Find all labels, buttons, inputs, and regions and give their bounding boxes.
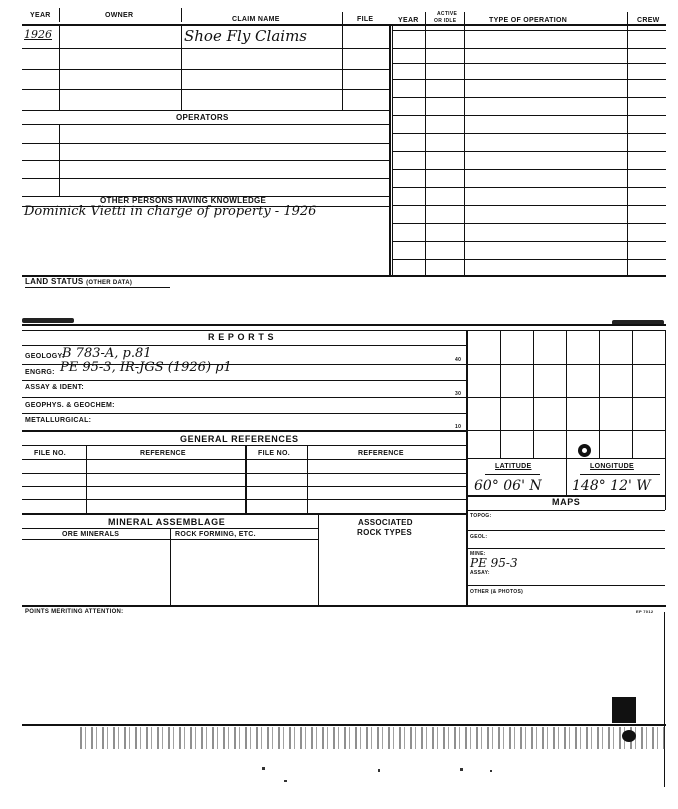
row-line [466, 585, 665, 586]
row-line [22, 499, 466, 500]
header-year: YEAR [30, 12, 51, 19]
card-top-rule-2 [22, 330, 666, 331]
geol-label: GEOL: [470, 534, 488, 540]
row-line [22, 124, 389, 125]
row-line [22, 413, 466, 414]
row-line [22, 48, 389, 49]
row-line [392, 151, 666, 152]
row-line [466, 510, 665, 511]
rule [580, 474, 660, 475]
maps-title: MAPS [552, 497, 581, 507]
form-code: EP 7012 [636, 609, 654, 614]
latitude-value: 60° 06' N [474, 478, 542, 494]
row-line [392, 187, 666, 188]
row-line [392, 48, 666, 49]
associated-rock-types-1: ASSOCIATED [358, 518, 413, 527]
row-line [466, 530, 665, 531]
header-or-idle: OR IDLE [434, 18, 457, 24]
grid-col [566, 330, 567, 458]
card-top-rule [22, 324, 666, 326]
scan-speck [262, 767, 265, 770]
row-line [22, 430, 466, 432]
points-meriting-attention-label: POINTS MERITING ATTENTION: [25, 609, 124, 615]
col-line [170, 528, 171, 606]
col-line [307, 445, 308, 513]
geology-value: B 783-A, p.81 [62, 346, 152, 361]
geophys-label: GEOPHYS. & GEOCHEM: [25, 402, 115, 409]
longitude-label: LONGITUDE [590, 463, 634, 470]
card-divider [466, 330, 468, 606]
grid-col [665, 330, 666, 510]
land-status-label [25, 277, 132, 286]
col-line [245, 445, 247, 513]
col-file-no-1: FILE NO. [34, 450, 66, 457]
col-line [566, 458, 567, 496]
col-line [627, 24, 628, 276]
location-marker-icon [578, 444, 591, 457]
scan-rule [22, 724, 666, 726]
associated-rock-types-2: ROCK TYPES [357, 528, 413, 537]
grid-col [632, 330, 633, 458]
mineral-assemblage-title: MINERAL ASSEMBLAGE [108, 517, 226, 527]
land-status-sub: (OTHER DATA) [86, 280, 133, 286]
rule [392, 30, 666, 31]
header-owner: OWNER [105, 12, 134, 19]
tick [342, 12, 343, 24]
col-reference-1: REFERENCE [140, 450, 186, 457]
row-line [392, 223, 666, 224]
row-line [22, 178, 389, 179]
assay-ident-label: ASSAY & IDENT: [25, 384, 85, 391]
grid-row [466, 364, 665, 365]
row-line [22, 459, 466, 460]
row-line [22, 513, 466, 515]
row-number: 10 [455, 424, 462, 430]
scan-speck [378, 769, 380, 772]
metallurgical-label: METALLURGICAL: [25, 417, 92, 424]
ore-minerals-label: ORE MINERALS [62, 531, 120, 538]
header-rule [22, 24, 666, 26]
land-status-underline [25, 287, 170, 288]
row-line [466, 548, 665, 549]
tick [59, 8, 60, 22]
edge-line [664, 612, 665, 787]
reports-title: R E P O R T S [208, 332, 275, 342]
grid-row [466, 397, 665, 398]
main-divider [389, 24, 391, 276]
row-line [392, 79, 666, 80]
col-line [86, 445, 87, 513]
other-persons-title: OTHER PERSONS HAVING KNOWLEDGE [100, 196, 267, 205]
row-line [22, 397, 466, 398]
scan-speck [490, 770, 492, 772]
main-divider-2 [392, 24, 393, 276]
row-line [392, 259, 666, 260]
scan-speck [460, 768, 463, 771]
row-line [22, 380, 466, 381]
row-line [392, 241, 666, 242]
row-number: 40 [455, 357, 462, 363]
row-line [392, 169, 666, 170]
land-status-title: LAND STATUS [25, 277, 84, 286]
mine-value: PE 95-3 [470, 556, 518, 570]
grid-col [599, 330, 600, 458]
engrg-value: PE 95-3, IR-JGS (1926) p1 [60, 360, 232, 375]
other-persons-value: Dominick Vietti in charge of property - 1926 [24, 204, 317, 219]
row-line [22, 110, 389, 111]
tick [464, 12, 465, 24]
header-active: ACTIVE [437, 11, 458, 17]
scan-mark [22, 318, 74, 323]
row-line [392, 133, 666, 134]
row-line [22, 160, 389, 161]
scan-block [612, 697, 636, 723]
col-reference-2: REFERENCE [358, 450, 404, 457]
entry-year: 1926 [24, 28, 52, 41]
assay-map-label: ASSAY: [470, 570, 490, 576]
grid-row [466, 430, 665, 431]
mine-label: MINE: [470, 551, 486, 557]
col-line [181, 24, 182, 110]
row-line [22, 445, 466, 446]
grid-col [533, 330, 534, 458]
rule [485, 474, 540, 475]
row-line [22, 69, 389, 70]
scan-speck [284, 780, 287, 782]
row-number: 30 [455, 391, 462, 397]
grid-col [500, 330, 501, 458]
header-file: FILE [357, 16, 374, 23]
tick [627, 12, 628, 24]
col-line [425, 24, 426, 276]
header-type-of-operation: TYPE OF OPERATION [489, 17, 568, 24]
scan-noise [80, 727, 665, 749]
row-line [392, 63, 666, 64]
row-line [22, 143, 389, 144]
col-line [59, 24, 60, 110]
row-line [392, 97, 666, 98]
longitude-value: 148° 12' W [572, 478, 651, 494]
topog-label: TOPOG: [470, 513, 492, 519]
row-line [392, 115, 666, 116]
tick [425, 12, 426, 24]
entry-claim-name: Shoe Fly Claims [184, 27, 307, 45]
row-line [22, 486, 466, 487]
rock-forming-label: ROCK FORMING, ETC. [175, 531, 256, 538]
engrg-label: ENGRG: [25, 369, 55, 376]
row-line [22, 89, 389, 90]
col-file-no-2: FILE NO. [258, 450, 290, 457]
header-year-2: YEAR [398, 17, 419, 24]
row-line [392, 205, 666, 206]
latitude-label: LATITUDE [495, 463, 532, 470]
other-photos-label: OTHER (& PHOTOS) [470, 589, 524, 595]
col-line [318, 513, 319, 606]
geology-label: GEOLOGY: [25, 353, 65, 360]
operators-title: OPERATORS [176, 113, 229, 122]
col-line [464, 24, 465, 276]
row-line [22, 473, 466, 474]
scan-dot [622, 730, 636, 742]
col-line [342, 24, 343, 110]
header-claim-name: CLAIM NAME [232, 16, 280, 23]
general-references-title: GENERAL REFERENCES [180, 434, 299, 444]
header-crew: CREW [637, 17, 660, 24]
card-bottom-rule [22, 605, 666, 607]
tick [181, 8, 182, 22]
